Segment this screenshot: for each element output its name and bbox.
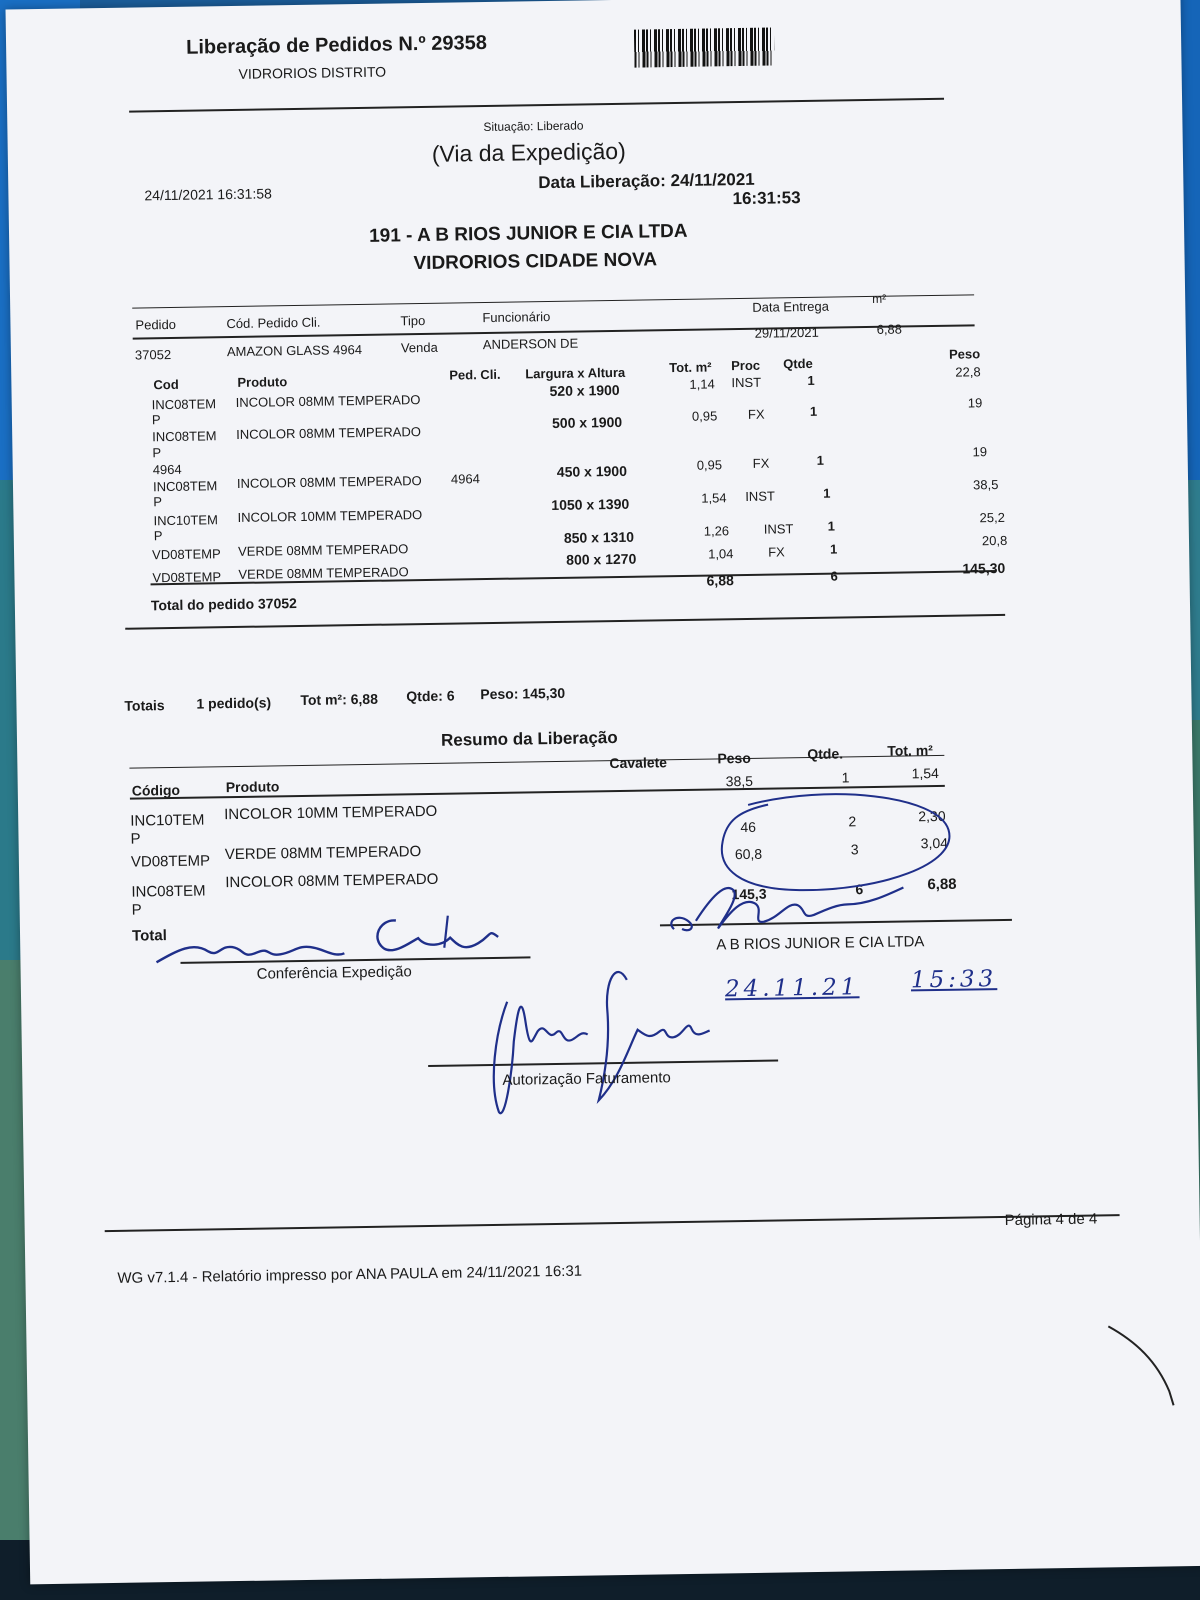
summary-col-m2: Tot. m² xyxy=(887,742,934,759)
col-m2: m² xyxy=(872,291,887,306)
item-cod: INC08TEM xyxy=(151,396,217,413)
item-m2: 1,26 xyxy=(703,523,730,539)
item-dims: 850 x 1310 xyxy=(563,528,635,546)
item-cod-extra: 4964 xyxy=(152,461,182,478)
item-cod-suffix: P xyxy=(153,528,163,544)
summary-row-produto: VERDE 08MM TEMPERADO xyxy=(224,843,422,864)
item-proc: INST xyxy=(731,374,762,391)
footer-divider xyxy=(105,1214,1120,1232)
col-cod-pedido-cli: Cód. Pedido Cli. xyxy=(226,314,321,332)
release-date: Data Liberação: 24/11/2021 xyxy=(538,169,755,193)
order-total-peso: 145,30 xyxy=(962,559,1006,577)
barcode xyxy=(634,27,775,67)
summary-row-peso: 60,8 xyxy=(734,845,763,863)
item-m2: 1,54 xyxy=(701,490,727,506)
item-produto: INCOLOR 08MM TEMPERADO xyxy=(236,424,421,442)
item-dims: 1050 x 1390 xyxy=(551,495,630,514)
summary-total-label: Total xyxy=(131,927,167,945)
report-title: Liberação de Pedidos N.º 29358 xyxy=(185,31,488,59)
items-col-proc: Proc xyxy=(731,357,761,374)
summary-row-qtde: 1 xyxy=(841,769,850,786)
item-proc: FX xyxy=(747,406,765,422)
client-branch: VIDRORIOS CIDADE NOVA xyxy=(413,249,658,275)
item-produto: VERDE 08MM TEMPERADO xyxy=(238,564,409,582)
item-peso: 20,8 xyxy=(981,532,1008,549)
col-data-entrega: Data Entrega xyxy=(752,298,829,315)
client-name: 191 - A B RIOS JUNIOR E CIA LTDA xyxy=(368,220,688,247)
item-peso: 38,5 xyxy=(972,476,999,493)
item-dims: 500 x 1900 xyxy=(551,413,623,431)
autorizacao-signature xyxy=(477,958,719,1122)
summary-row-m2: 1,54 xyxy=(911,764,939,782)
item-m2: 1,14 xyxy=(689,376,715,392)
divider xyxy=(129,98,944,113)
totals-peso: Peso: 145,30 xyxy=(480,684,566,703)
items-col-dims: Largura x Altura xyxy=(525,364,626,382)
item-peso: 19 xyxy=(967,395,983,411)
item-proc: FX xyxy=(768,544,785,560)
item-cod-suffix: P xyxy=(153,494,163,510)
totals-qtde: Qtde: 6 xyxy=(406,687,455,705)
summary-row-cod: INC10TEM xyxy=(130,811,205,830)
item-proc: INST xyxy=(763,521,794,537)
summary-row-cod-suffix: P xyxy=(130,830,141,848)
totals-m2: Tot m²: 6,88 xyxy=(300,690,379,708)
item-peso: 19 xyxy=(972,444,988,460)
item-cod-suffix: P xyxy=(151,412,161,428)
item-cod: INC08TEM xyxy=(152,428,217,445)
item-qtde: 1 xyxy=(809,403,818,419)
autorizacao-label: Autorização Faturamento xyxy=(502,1069,671,1089)
summary-row-peso: 46 xyxy=(740,818,757,836)
summary-row-produto: INCOLOR 10MM TEMPERADO xyxy=(224,802,438,824)
item-cod: INC08TEM xyxy=(152,478,218,495)
document-page xyxy=(6,0,1200,1584)
items-col-produto: Produto xyxy=(237,374,288,390)
items-col-m2: Tot. m² xyxy=(669,359,712,376)
item-m2: 1,04 xyxy=(708,546,734,562)
conferencia-label: Conferência Expedição xyxy=(256,963,412,983)
print-datetime: 24/11/2021 16:31:58 xyxy=(144,185,272,204)
item-peso: 22,8 xyxy=(955,364,981,380)
item-dims: 800 x 1270 xyxy=(566,550,637,568)
summary-total-m2: 6,88 xyxy=(927,875,957,894)
col-funcionario: Funcionário xyxy=(482,309,551,326)
via-title: (Via da Expedição) xyxy=(431,137,626,167)
item-qtde: 1 xyxy=(816,452,825,468)
summary-col-peso: Peso xyxy=(717,749,751,767)
summary-total-peso: 145,3 xyxy=(731,885,767,903)
order-client-code: AMAZON GLASS 4964 xyxy=(226,341,363,360)
divider xyxy=(132,291,974,308)
status-text: Situação: Liberado xyxy=(483,118,584,135)
item-cod: VD08TEMP xyxy=(152,569,222,586)
item-m2: 0,95 xyxy=(691,408,718,424)
summary-col-qtde: Qtde. xyxy=(807,745,844,763)
item-qtde: 1 xyxy=(827,518,836,534)
item-produto: INCOLOR 10MM TEMPERADO xyxy=(237,507,423,525)
item-qtde: 1 xyxy=(829,541,838,557)
order-total-m2: 6,88 xyxy=(706,572,734,589)
divider xyxy=(125,614,1005,630)
item-qtde: 1 xyxy=(823,485,831,501)
item-cod: VD08TEMP xyxy=(151,546,221,563)
col-pedido: Pedido xyxy=(135,316,177,333)
page-number: Página 4 de 4 xyxy=(1004,1210,1098,1229)
release-time: 16:31:53 xyxy=(732,188,801,209)
order-total-label: Total do pedido 37052 xyxy=(150,595,297,614)
summary-row-cod: INC08TEM xyxy=(131,882,206,901)
order-m2: 6,88 xyxy=(876,321,903,337)
client-label: A B RIOS JUNIOR E CIA LTDA xyxy=(716,933,925,954)
item-peso: 25,2 xyxy=(979,509,1006,526)
handwritten-date: 24.11.21 xyxy=(724,974,860,1003)
order-type: Venda xyxy=(400,339,438,356)
item-dims: 520 x 1900 xyxy=(549,381,620,400)
summary-row-produto: INCOLOR 08MM TEMPERADO xyxy=(225,870,439,892)
company-name: VIDRORIOS DISTRITO xyxy=(238,63,387,82)
totals-label: Totais xyxy=(124,697,165,714)
summary-title: Resumo da Liberação xyxy=(440,727,618,750)
conferencia-signature xyxy=(148,907,509,973)
item-cod: INC10TEM xyxy=(153,512,218,529)
item-proc: FX xyxy=(752,455,770,471)
summary-row-cod: VD08TEMP xyxy=(130,852,211,871)
item-dims: 450 x 1900 xyxy=(556,462,628,480)
summary-row-cod-suffix: P xyxy=(131,901,142,919)
summary-row-peso: 38,5 xyxy=(725,772,754,790)
item-produto: INCOLOR 08MM TEMPERADO xyxy=(236,473,422,491)
summary-col-produto: Produto xyxy=(225,778,280,796)
pen-mark xyxy=(1106,1321,1187,1412)
client-signature xyxy=(659,873,920,937)
summary-row-qtde: 2 xyxy=(848,813,857,830)
summary-row-m2: 3,04 xyxy=(920,834,949,852)
item-m2: 0,95 xyxy=(696,457,723,473)
handwritten-time: 15:33 xyxy=(910,966,998,994)
order-total-qtde: 6 xyxy=(830,568,838,584)
summary-total-qtde: 6 xyxy=(855,881,864,898)
totals-orders: 1 pedido(s) xyxy=(196,694,272,712)
summary-col-cavalete: Cavalete xyxy=(609,754,668,772)
order-delivery-date: 29/11/2021 xyxy=(754,324,819,341)
item-produto: INCOLOR 08MM TEMPERADO xyxy=(235,392,421,410)
summary-row-m2: 2,30 xyxy=(918,807,946,825)
items-col-cod: Cod xyxy=(153,376,179,393)
summary-col-codigo: Código xyxy=(131,781,181,799)
order-number: 37052 xyxy=(134,346,172,363)
items-col-qtde: Qtde xyxy=(783,355,813,372)
col-tipo: Tipo xyxy=(400,312,426,329)
printed-by: WG v7.1.4 - Relatório impresso por ANA PAULA em 24/11/2021 16:31 xyxy=(117,1262,583,1287)
summary-row-qtde: 3 xyxy=(850,841,859,858)
item-cod-suffix: P xyxy=(152,445,162,461)
items-col-peso: Peso xyxy=(948,346,981,362)
item-ped-cli: 4964 xyxy=(450,471,480,487)
order-employee: ANDERSON DE xyxy=(482,335,579,353)
item-produto: VERDE 08MM TEMPERADO xyxy=(237,541,409,559)
item-proc: INST xyxy=(745,488,775,504)
item-qtde: 1 xyxy=(807,372,815,388)
items-col-ped-cli: Ped. Cli. xyxy=(449,366,501,383)
